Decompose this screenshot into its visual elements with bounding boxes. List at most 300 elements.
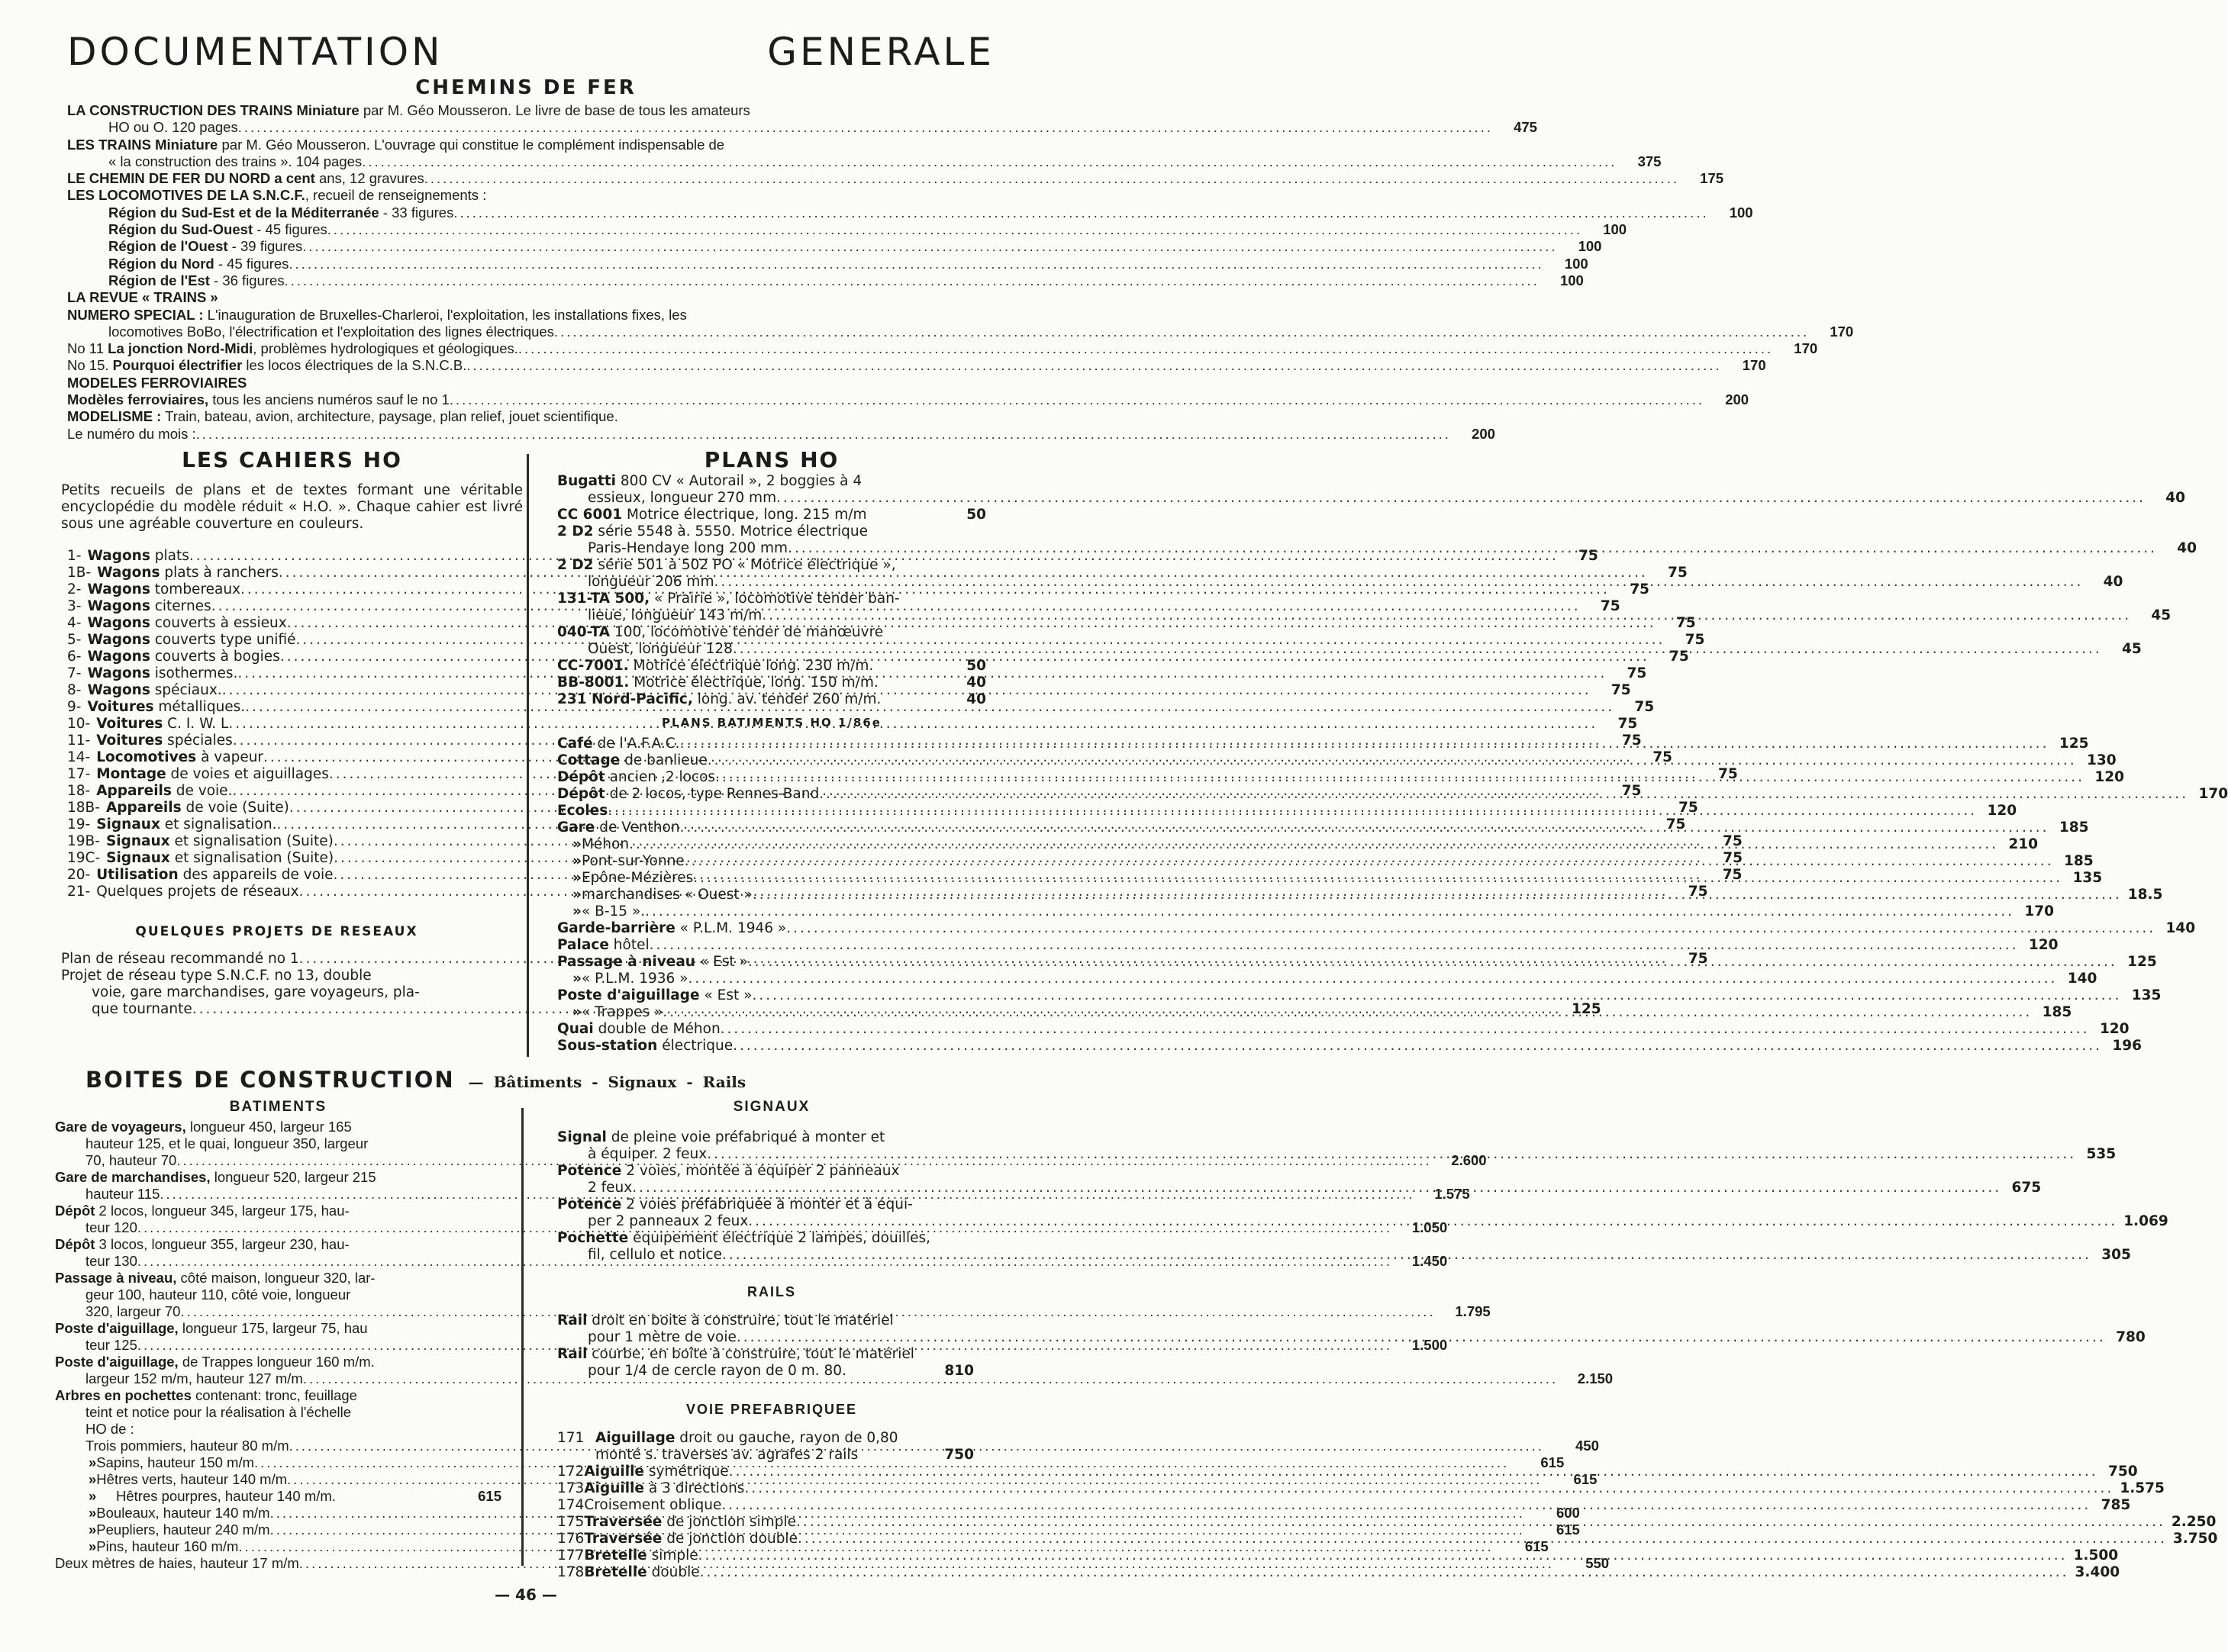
item-desc: à 3 directions xyxy=(643,1480,745,1496)
item-bold: Potence xyxy=(557,1163,622,1179)
item-desc: 2 locos, longueur 345, largeur 175, hau- xyxy=(95,1203,350,1219)
leader-dots xyxy=(302,238,1557,255)
item-bold: 131-TA 500, xyxy=(557,591,650,607)
item-price: 75 xyxy=(1678,800,1698,816)
item-text xyxy=(588,1247,722,1264)
item-number: 5 xyxy=(67,632,76,648)
list-item xyxy=(557,490,2185,507)
item-text xyxy=(85,1186,160,1203)
item-desc: - 33 figures xyxy=(379,204,454,221)
item-text xyxy=(557,1129,885,1146)
item-number: 14 xyxy=(67,749,85,765)
item-desc: Projet de réseau type S.N.C.F. no 13, double xyxy=(61,968,372,984)
item-dash: - xyxy=(85,816,91,832)
item-desc: Paris-Hendaye long 200 mm xyxy=(588,540,788,556)
boites-subtitle: — Bâtiments - Signaux - Rails xyxy=(468,1073,746,1091)
item-desc: couverts à essieux xyxy=(150,615,287,631)
item-text xyxy=(588,1146,707,1163)
item-desc: , problèmes hydrologiques et géologiques. xyxy=(253,340,518,357)
item-desc: de Venthon xyxy=(595,820,680,836)
batiments-title: BATIMENTS xyxy=(229,1099,327,1115)
item-text xyxy=(85,1438,289,1454)
item-desc: de banlieue xyxy=(620,752,708,768)
item-bold: Montage xyxy=(96,766,166,782)
item-text xyxy=(108,324,554,340)
leader-dots xyxy=(819,786,2188,803)
item-desc: longueur 175, largeur 75, hau xyxy=(178,1320,368,1336)
item-number: 178 xyxy=(557,1564,585,1580)
list-item xyxy=(557,903,2055,920)
item-bold: LA REVUE « TRAINS » xyxy=(67,289,218,306)
item-price: 75 xyxy=(1617,716,1638,732)
item-desc: simple xyxy=(646,1547,698,1563)
item-desc: et signalisation. xyxy=(160,816,277,832)
item-text xyxy=(595,1447,858,1464)
item-text xyxy=(557,591,900,607)
item-suffix: B xyxy=(85,800,95,816)
item-desc: courbe, en boîte à construire, tout le matériel xyxy=(587,1346,914,1362)
leader-dots xyxy=(708,752,2077,769)
item-price: 185 xyxy=(2042,1004,2072,1020)
list-item xyxy=(67,170,1724,187)
list-item xyxy=(557,971,2097,987)
item-price: 535 xyxy=(2086,1146,2117,1162)
leader-dots xyxy=(608,803,1977,820)
item-price: 3.400 xyxy=(2075,1564,2120,1580)
item-desc: locomotives BoBo, l'électrification et l'exploitation des lignes électriques xyxy=(108,323,554,340)
item-bold: Appareils xyxy=(105,800,182,816)
item-text xyxy=(61,968,372,984)
item-desc: équipement électrique 2 lampes, douilles, xyxy=(628,1230,931,1246)
item-text xyxy=(90,733,233,749)
list-item xyxy=(557,1163,974,1180)
item-bold: LES TRAINS Miniature xyxy=(67,136,218,153)
item-desc: teint et notice pour la réalisation à l'échelle xyxy=(85,1404,352,1420)
item-desc: Quelques projets de réseaux xyxy=(96,884,299,900)
item-text xyxy=(91,565,279,581)
item-text xyxy=(85,1219,137,1236)
list-item xyxy=(55,1320,501,1337)
boites-title: BOITES DE CONSTRUCTION xyxy=(85,1067,455,1093)
item-dash: - xyxy=(95,800,100,816)
item-bold: Gare de voyageurs, xyxy=(55,1119,186,1135)
item-bold: Poste d'aiguillage xyxy=(557,987,700,1003)
item-price: 615 xyxy=(1524,1538,1549,1554)
item-price: 140 xyxy=(2165,920,2196,936)
item-price: 170 xyxy=(2024,903,2055,919)
item-number: 19 xyxy=(67,850,85,866)
item-price: 50 xyxy=(966,507,986,523)
item-text xyxy=(90,884,298,900)
item-price: 75 xyxy=(1611,682,1631,698)
item-desc: droit en boite à construire, tout le matériel xyxy=(587,1312,894,1328)
list-item xyxy=(67,323,1854,340)
item-desc: pour 1 mètre de voie xyxy=(588,1329,737,1345)
item-price: 1.050 xyxy=(1411,1219,1448,1235)
item-price: 200 xyxy=(1725,391,1749,408)
item-bold: Wagons xyxy=(87,598,150,614)
item-price: 75 xyxy=(1600,598,1620,614)
item-desc: de jonction simple xyxy=(662,1514,796,1530)
item-desc: - 45 figures xyxy=(214,255,289,272)
item-text xyxy=(81,548,189,565)
leader-dots xyxy=(748,1213,2117,1230)
item-bold: La jonction Nord-Midi xyxy=(108,340,253,357)
item-number: 171 xyxy=(557,1430,585,1446)
item-price: 75 xyxy=(1722,833,1743,849)
item-desc: Pins, hauteur 160 m/m xyxy=(96,1538,239,1554)
item-text xyxy=(588,1363,846,1380)
item-price: 75 xyxy=(1688,951,1708,967)
item-desc: longueur 450, largeur 165 xyxy=(185,1119,352,1135)
item-text xyxy=(90,749,263,766)
item-desc: « Est » xyxy=(695,954,748,970)
item-text xyxy=(557,473,862,490)
item-price: 780 xyxy=(2116,1329,2146,1345)
leader-dots xyxy=(729,1464,2098,1480)
cahiers-title: LES CAHIERS HO xyxy=(182,447,402,472)
item-desc: 2 feux xyxy=(588,1180,633,1196)
column-divider xyxy=(527,454,529,1057)
item-price: 450 xyxy=(1575,1438,1599,1454)
list-item xyxy=(557,557,986,574)
item-suffix: B xyxy=(85,833,95,849)
item-number: 175 xyxy=(557,1514,585,1530)
plans-title: PLANS HO xyxy=(704,447,840,472)
list-item xyxy=(55,1404,501,1421)
item-price: 75 xyxy=(1652,749,1672,765)
item-text xyxy=(584,1480,744,1497)
item-desc: essieux, longueur 270 mm xyxy=(588,490,777,506)
item-desc: teur 130 xyxy=(85,1253,137,1269)
item-text xyxy=(67,391,450,408)
item-price: 75 xyxy=(1665,816,1686,832)
list-item xyxy=(67,204,1753,221)
item-desc: longueur 206 mm xyxy=(588,574,714,590)
list-item xyxy=(557,1038,2143,1055)
item-price: 210 xyxy=(2008,836,2038,852)
ditto-mark: » xyxy=(89,1505,97,1521)
list-item xyxy=(557,1363,974,1380)
leader-dots xyxy=(629,836,1998,853)
item-desc: 2 voies, montée à équiper 2 panneaux xyxy=(621,1163,900,1179)
signaux-title: SIGNAUX xyxy=(733,1099,811,1115)
item-text xyxy=(108,256,289,272)
item-text xyxy=(108,204,453,221)
item-text xyxy=(584,1514,796,1531)
item-dash: - xyxy=(76,548,82,564)
item-prefix: No 11 xyxy=(67,340,108,357)
item-desc: HO de : xyxy=(85,1421,134,1437)
item-bold: Gare de marchandises, xyxy=(55,1169,211,1185)
list-item xyxy=(557,1430,974,1447)
item-price: 120 xyxy=(2094,769,2124,785)
leader-dots xyxy=(753,887,2122,903)
item-bold: Traversée xyxy=(584,1514,663,1530)
item-price: 135 xyxy=(2072,870,2103,886)
leader-dots xyxy=(700,1564,2069,1581)
list-item xyxy=(557,675,986,691)
item-price: 100 xyxy=(1603,221,1627,238)
ditto-mark: » xyxy=(572,870,582,886)
item-text xyxy=(557,1346,914,1363)
item-desc: lieue, longueur 143 m/m xyxy=(588,607,763,623)
list-item xyxy=(67,255,1588,272)
item-bold: LES LOCOMOTIVES DE LA S.N.C.F. xyxy=(67,187,305,204)
item-desc: pour 1/4 de cercle rayon de 0 m. 80. xyxy=(588,1363,846,1379)
item-desc: 800 CV « Autorail », 2 boggies à 4 xyxy=(616,473,863,489)
item-bold: MODELES FERROVIAIRES xyxy=(67,374,247,391)
item-bold: Aiguillage xyxy=(595,1430,675,1446)
item-desc: Croisement oblique xyxy=(584,1497,722,1513)
item-desc: Hêtres pourpres, hauteur 140 m/m. xyxy=(116,1488,336,1504)
item-text xyxy=(588,607,762,624)
item-text xyxy=(557,658,873,675)
item-bold: Poste d'aiguillage, xyxy=(55,1320,179,1336)
item-bold: Wagons xyxy=(97,565,160,581)
item-text xyxy=(588,490,776,507)
item-text xyxy=(81,665,237,682)
item-text xyxy=(55,1320,368,1337)
item-price: 810 xyxy=(944,1363,974,1379)
leader-dots xyxy=(632,1180,2001,1196)
item-desc: Deux mètres de haies, hauteur 17 m/m xyxy=(55,1555,299,1571)
item-bold: Arbres en pochettes xyxy=(55,1387,192,1403)
item-text xyxy=(55,1119,352,1135)
item-dash: - xyxy=(85,565,92,581)
item-text xyxy=(85,1370,303,1387)
item-text xyxy=(588,574,714,591)
list-item xyxy=(557,591,986,607)
item-bold: Wagons xyxy=(87,665,150,681)
ditto-mark: » xyxy=(572,887,582,903)
item-price: 45 xyxy=(2151,607,2172,623)
leader-dots xyxy=(733,1038,2102,1055)
item-desc: plats xyxy=(150,548,189,564)
item-text xyxy=(582,836,629,853)
title-right: GENERALE xyxy=(767,30,995,74)
cahiers-intro: Petits recueils de plans et de textes formant une véritable encyclopédie du modèle réduit « H.O. ». Chaque cahier est livré sous une agréable couverture en couleurs. xyxy=(61,482,523,532)
list-item xyxy=(67,357,1766,374)
item-desc: 320, largeur 70 xyxy=(85,1303,181,1319)
item-text xyxy=(557,820,680,836)
item-price: 100 xyxy=(1564,255,1588,272)
item-desc: de voies et aiguillages xyxy=(166,766,329,782)
item-desc: « P.L.M. 1936 » xyxy=(581,971,688,987)
item-bold: Wagons xyxy=(87,548,150,564)
item-desc: Bouleaux, hauteur 140 m/m xyxy=(96,1505,270,1521)
item-bold: CC 6001 xyxy=(557,507,623,523)
item-text xyxy=(90,766,329,783)
item-desc: symétrique xyxy=(643,1464,729,1480)
item-price: 200 xyxy=(1472,425,1495,442)
item-number: 172 xyxy=(557,1464,585,1480)
item-number: 20 xyxy=(67,867,85,883)
item-dash: - xyxy=(76,598,82,614)
leader-dots xyxy=(196,426,1451,443)
item-bold: 040-TA xyxy=(557,624,611,640)
item-number: 7 xyxy=(67,665,76,681)
item-text xyxy=(557,752,708,769)
item-price: 120 xyxy=(2028,937,2059,953)
item-dash: - xyxy=(85,766,91,782)
plans-batiments-title: PLANS BATIMENTS HO 1/86e xyxy=(662,716,882,729)
list-item xyxy=(67,137,988,153)
item-number: 10 xyxy=(67,716,85,732)
item-price: 75 xyxy=(1675,615,1696,631)
item-price: 75 xyxy=(1578,548,1598,564)
item-desc: de l'A.F.A.C. xyxy=(592,736,680,752)
item-price: 75 xyxy=(1669,649,1689,665)
item-desc: métalliques. xyxy=(153,699,246,715)
item-dash: - xyxy=(76,581,82,597)
item-price: 75 xyxy=(1685,632,1705,648)
item-desc: couverts à bogies xyxy=(150,649,280,665)
item-number: 1 xyxy=(67,565,76,581)
item-bold: Aiguille xyxy=(584,1464,644,1480)
item-price: 615 xyxy=(1540,1454,1565,1470)
item-desc: C. I. W. L xyxy=(163,716,229,732)
leader-dots xyxy=(327,221,1582,238)
item-text xyxy=(67,426,196,443)
leader-dots xyxy=(238,119,1493,136)
item-desc: citernes xyxy=(150,598,211,614)
list-item xyxy=(557,658,986,675)
list-item xyxy=(55,1119,501,1135)
list-item xyxy=(67,425,1495,443)
rails-title: RAILS xyxy=(747,1284,796,1299)
item-text xyxy=(55,1270,376,1286)
leader-dots xyxy=(714,574,2083,591)
item-text xyxy=(67,340,518,357)
leader-dots xyxy=(663,1004,2032,1021)
item-text xyxy=(85,1303,180,1320)
column-divider-lower xyxy=(521,1108,524,1566)
item-desc: double xyxy=(646,1564,700,1580)
item-bold: Passage à niveau, xyxy=(55,1270,177,1286)
item-desc: tous les anciens numéros sauf le no 1 xyxy=(208,391,450,408)
ditto-mark: » xyxy=(572,1004,582,1020)
item-number: 21 xyxy=(67,884,85,900)
item-dash: - xyxy=(85,783,91,799)
item-number: 173 xyxy=(557,1480,585,1496)
item-text xyxy=(108,119,238,136)
item-bold: Région du Nord xyxy=(108,255,214,272)
item-desc: per 2 panneaux 2 feux xyxy=(588,1213,749,1229)
item-desc: double de Méhon xyxy=(593,1021,721,1037)
item-text xyxy=(584,1547,698,1564)
item-bold: Dépôt xyxy=(55,1236,95,1252)
item-text xyxy=(584,1564,699,1581)
item-price: 40 xyxy=(966,675,986,691)
item-text xyxy=(92,1001,192,1018)
item-price: 2.150 xyxy=(1577,1370,1614,1386)
item-text xyxy=(557,937,650,954)
leader-dots xyxy=(450,391,1704,408)
item-text xyxy=(557,691,881,708)
item-desc: « B-15 ». xyxy=(581,903,646,919)
item-bold: Ecoles xyxy=(557,803,608,819)
item-price: 1.795 xyxy=(1455,1303,1491,1319)
item-bold: Traversée xyxy=(584,1531,663,1547)
item-text xyxy=(557,736,680,752)
leader-dots xyxy=(466,357,1721,374)
leader-dots xyxy=(362,153,1617,170)
item-text xyxy=(582,853,685,870)
leader-dots xyxy=(744,1480,2114,1497)
item-dash: - xyxy=(76,632,82,648)
item-number: 19 xyxy=(67,833,85,849)
item-desc: ans, 12 gravures xyxy=(314,170,424,187)
item-text xyxy=(108,221,327,238)
item-price: 196 xyxy=(2112,1038,2143,1054)
item-price: 170 xyxy=(2198,786,2228,802)
item-price: 170 xyxy=(1794,340,1818,357)
item-price: 3.750 xyxy=(2172,1531,2218,1547)
title-left: DOCUMENTATION xyxy=(67,30,443,74)
item-desc: largeur 152 m/m, hauteur 127 m/m xyxy=(85,1370,303,1386)
item-desc: geur 100, hauteur 110, côté voie, longueur xyxy=(85,1286,351,1303)
item-desc: et signalisation (Suite) xyxy=(169,850,334,866)
item-number: 3 xyxy=(67,598,76,614)
item-price: 45 xyxy=(2122,641,2142,657)
ditto-mark: » xyxy=(572,853,582,869)
item-bold: 2 D2 xyxy=(557,557,594,573)
item-desc: tombereaux xyxy=(150,581,241,597)
item-desc: longueur 520, largeur 215 xyxy=(210,1169,376,1185)
item-number: 174 xyxy=(557,1497,585,1513)
item-price: 615 xyxy=(1556,1522,1580,1538)
item-bold: Garde-barrière xyxy=(557,920,675,936)
item-price: 305 xyxy=(2101,1247,2131,1263)
item-price: 75 xyxy=(1722,867,1743,883)
list-item xyxy=(557,1129,974,1146)
item-desc: de 2 locos, type Rennes-Band xyxy=(605,786,820,802)
item-desc: , recueil de renseignements : xyxy=(305,187,487,204)
leader-dots xyxy=(680,820,2049,836)
leader-dots xyxy=(685,853,2054,870)
item-price: 40 xyxy=(966,691,986,707)
item-text xyxy=(557,523,868,540)
item-number: 18 xyxy=(67,800,85,816)
leader-dots xyxy=(796,1514,2165,1531)
item-desc: Peupliers, hauteur 240 m/m xyxy=(96,1522,270,1538)
item-text xyxy=(557,557,896,574)
item-bold: Pochette xyxy=(557,1230,629,1246)
list-item xyxy=(55,1286,501,1303)
item-desc: droit ou gauche, rayon de 0,80 xyxy=(675,1430,898,1446)
chemins-list xyxy=(67,102,1854,443)
item-price: 75 xyxy=(1634,699,1655,715)
list-item xyxy=(557,1564,2120,1581)
item-bold: Aiguille xyxy=(584,1480,644,1496)
item-text xyxy=(81,581,240,598)
item-text xyxy=(55,1203,350,1219)
item-desc: Motrice électrique, long. 215 m/m xyxy=(622,507,867,523)
item-price: 75 xyxy=(1630,581,1649,597)
item-desc: « la construction des trains ». 104 pages xyxy=(108,153,363,169)
item-bold: 2 D2 xyxy=(557,523,594,539)
item-text xyxy=(588,641,733,658)
ditto-mark: » xyxy=(89,1538,97,1554)
leader-dots xyxy=(707,1146,2076,1163)
list-item xyxy=(55,1387,501,1404)
item-bold: Bugatti xyxy=(557,473,617,489)
item-dash: - xyxy=(85,749,91,765)
item-bold: Palace xyxy=(557,937,609,953)
item-desc: de Trappes longueur 160 m/m. xyxy=(178,1354,375,1370)
list-item xyxy=(67,272,1584,289)
